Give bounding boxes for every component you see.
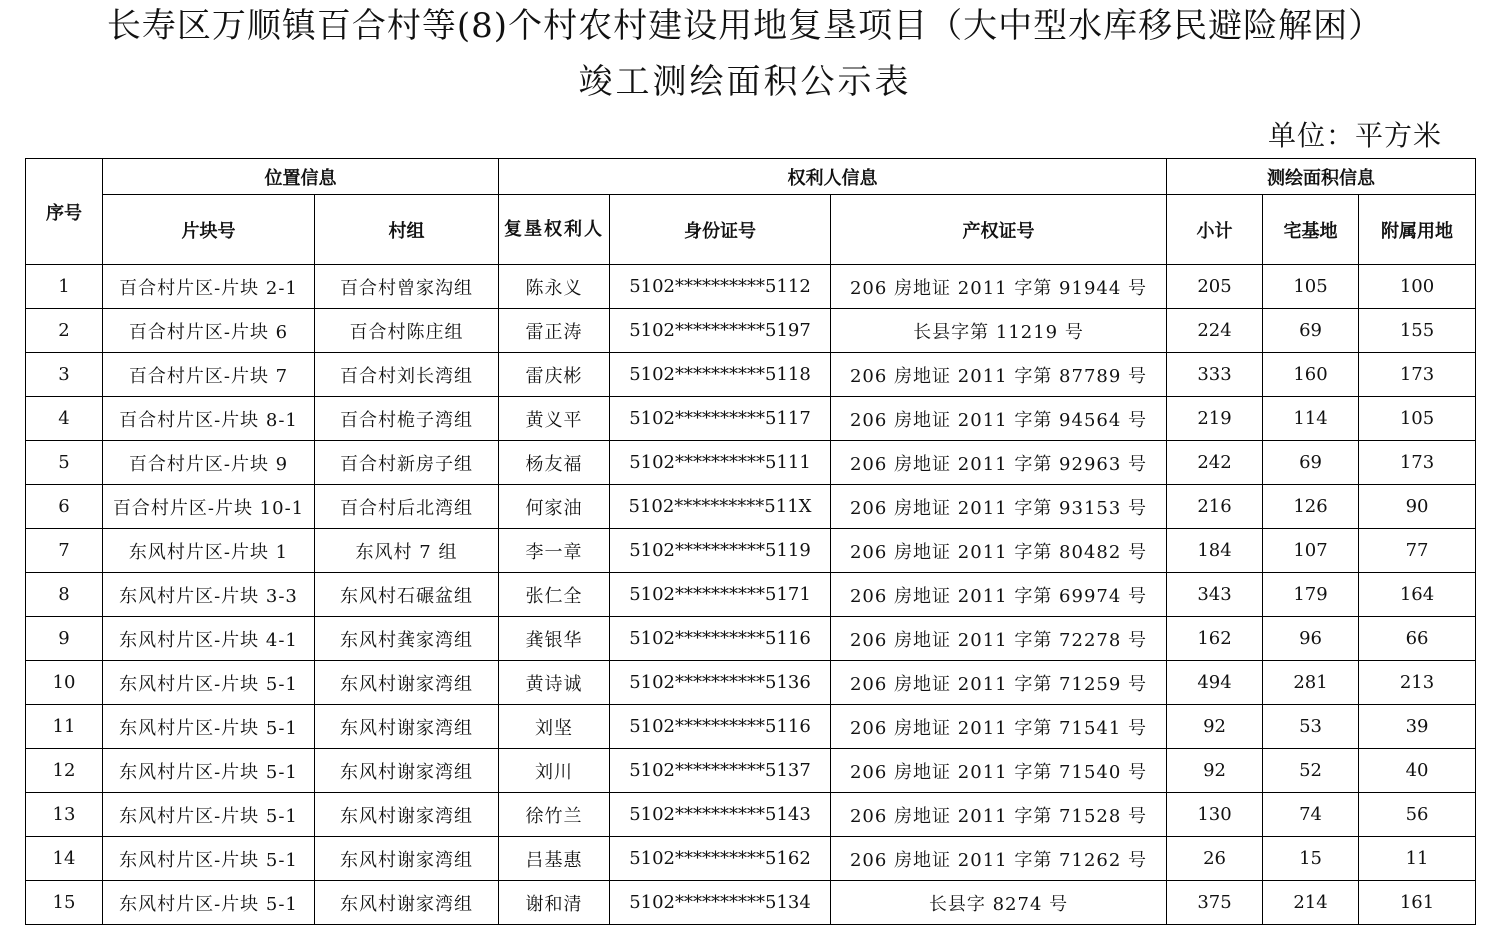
cell-holder: 龚银华: [499, 617, 610, 661]
cell-village-group: 东风村谢家湾组: [315, 661, 499, 705]
cell-homestead: 179: [1263, 573, 1359, 617]
cell-holder: 雷庆彬: [499, 353, 610, 397]
cell-parcel: 百合村片区-片块 7: [103, 353, 315, 397]
cell-subtotal: 184: [1167, 529, 1263, 573]
cell-homestead: 107: [1263, 529, 1359, 573]
cell-id-number: 5102**********5162: [610, 837, 831, 881]
cell-parcel: 东风村片区-片块 5-1: [103, 837, 315, 881]
cell-subtotal: 242: [1167, 441, 1263, 485]
header-subtotal: 小计: [1167, 195, 1263, 265]
cell-parcel: 百合村片区-片块 8-1: [103, 397, 315, 441]
table-row: [26, 353, 1476, 397]
cell-id-number: 5102**********5117: [610, 397, 831, 441]
cell-auxiliary: 66: [1359, 617, 1476, 661]
header-parcel: 片块号: [103, 195, 315, 265]
table-row: [26, 837, 1476, 881]
cell-title-cert: 206 房地证 2011 字第 80482 号: [831, 529, 1167, 573]
cell-holder: 谢和清: [499, 881, 610, 925]
cell-seq: 5: [26, 441, 103, 485]
cell-auxiliary: 173: [1359, 441, 1476, 485]
cell-homestead: 214: [1263, 881, 1359, 925]
cell-title-cert: 长县字 8274 号: [831, 881, 1167, 925]
cell-id-number: 5102**********5112: [610, 265, 831, 309]
cell-auxiliary: 90: [1359, 485, 1476, 529]
header-area-group: 测绘面积信息: [1167, 159, 1476, 195]
cell-id-number: 5102**********5116: [610, 617, 831, 661]
cell-parcel: 东风村片区-片块 5-1: [103, 881, 315, 925]
header-title-cert: 产权证号: [831, 195, 1167, 265]
cell-title-cert: 206 房地证 2011 字第 72278 号: [831, 617, 1167, 661]
cell-seq: 6: [26, 485, 103, 529]
table-row: [26, 441, 1476, 485]
header-village-group: 村组: [315, 195, 499, 265]
cell-id-number: 5102**********5137: [610, 749, 831, 793]
cell-auxiliary: 56: [1359, 793, 1476, 837]
cell-village-group: 东风村 7 组: [315, 529, 499, 573]
table-row: [26, 793, 1476, 837]
cell-subtotal: 219: [1167, 397, 1263, 441]
cell-homestead: 69: [1263, 441, 1359, 485]
cell-subtotal: 375: [1167, 881, 1263, 925]
cell-auxiliary: 39: [1359, 705, 1476, 749]
cell-village-group: 百合村新房子组: [315, 441, 499, 485]
cell-auxiliary: 173: [1359, 353, 1476, 397]
cell-subtotal: 205: [1167, 265, 1263, 309]
cell-title-cert: 206 房地证 2011 字第 71540 号: [831, 749, 1167, 793]
cell-parcel: 百合村片区-片块 10-1: [103, 485, 315, 529]
cell-homestead: 74: [1263, 793, 1359, 837]
cell-holder: 李一章: [499, 529, 610, 573]
cell-holder: 张仁全: [499, 573, 610, 617]
cell-auxiliary: 77: [1359, 529, 1476, 573]
cell-id-number: 5102**********511X: [610, 485, 831, 529]
cell-homestead: 53: [1263, 705, 1359, 749]
cell-auxiliary: 105: [1359, 397, 1476, 441]
cell-auxiliary: 161: [1359, 881, 1476, 925]
cell-holder: 何家油: [499, 485, 610, 529]
cell-title-cert: 206 房地证 2011 字第 94564 号: [831, 397, 1167, 441]
table-row: [26, 485, 1476, 529]
cell-village-group: 东风村谢家湾组: [315, 793, 499, 837]
cell-homestead: 69: [1263, 309, 1359, 353]
cell-subtotal: 216: [1167, 485, 1263, 529]
cell-parcel: 东风村片区-片块 5-1: [103, 793, 315, 837]
cell-village-group: 百合村后北湾组: [315, 485, 499, 529]
table-row: [26, 529, 1476, 573]
cell-village-group: 百合村陈庄组: [315, 309, 499, 353]
cell-id-number: 5102**********5136: [610, 661, 831, 705]
cell-village-group: 东风村谢家湾组: [315, 749, 499, 793]
cell-title-cert: 长县字第 11219 号: [831, 309, 1167, 353]
cell-village-group: 百合村曾家沟组: [315, 265, 499, 309]
cell-parcel: 百合村片区-片块 9: [103, 441, 315, 485]
cell-homestead: 114: [1263, 397, 1359, 441]
cell-subtotal: 26: [1167, 837, 1263, 881]
cell-parcel: 百合村片区-片块 6: [103, 309, 315, 353]
cell-subtotal: 92: [1167, 705, 1263, 749]
cell-homestead: 105: [1263, 265, 1359, 309]
cell-parcel: 东风村片区-片块 4-1: [103, 617, 315, 661]
unit-label: 单位：平方米: [1267, 119, 1442, 152]
cell-id-number: 5102**********5119: [610, 529, 831, 573]
cell-subtotal: 130: [1167, 793, 1263, 837]
cell-village-group: 东风村石碾盆组: [315, 573, 499, 617]
cell-title-cert: 206 房地证 2011 字第 93153 号: [831, 485, 1167, 529]
cell-id-number: 5102**********5111: [610, 441, 831, 485]
cell-auxiliary: 11: [1359, 837, 1476, 881]
cell-id-number: 5102**********5116: [610, 705, 831, 749]
cell-homestead: 52: [1263, 749, 1359, 793]
table-row: [26, 705, 1476, 749]
cell-title-cert: 206 房地证 2011 字第 71528 号: [831, 793, 1167, 837]
cell-title-cert: 206 房地证 2011 字第 92963 号: [831, 441, 1167, 485]
header-seq: 序号: [26, 159, 103, 265]
table-row: [26, 573, 1476, 617]
cell-auxiliary: 100: [1359, 265, 1476, 309]
cell-subtotal: 92: [1167, 749, 1263, 793]
table-row: [26, 661, 1476, 705]
cell-auxiliary: 155: [1359, 309, 1476, 353]
cell-holder: 陈永义: [499, 265, 610, 309]
cell-parcel: 东风村片区-片块 1: [103, 529, 315, 573]
cell-homestead: 160: [1263, 353, 1359, 397]
cell-village-group: 东风村谢家湾组: [315, 881, 499, 925]
cell-auxiliary: 40: [1359, 749, 1476, 793]
document-title-line-2: 竣工测绘面积公示表: [578, 62, 912, 102]
header-location-group: 位置信息: [103, 159, 499, 195]
cell-seq: 9: [26, 617, 103, 661]
cell-holder: 黄诗诚: [499, 661, 610, 705]
cell-holder: 杨友福: [499, 441, 610, 485]
cell-title-cert: 206 房地证 2011 字第 71259 号: [831, 661, 1167, 705]
cell-holder: 刘坚: [499, 705, 610, 749]
cell-title-cert: 206 房地证 2011 字第 71541 号: [831, 705, 1167, 749]
cell-subtotal: 224: [1167, 309, 1263, 353]
cell-id-number: 5102**********5197: [610, 309, 831, 353]
cell-id-number: 5102**********5171: [610, 573, 831, 617]
cell-seq: 15: [26, 881, 103, 925]
cell-parcel: 东风村片区-片块 3-3: [103, 573, 315, 617]
cell-homestead: 281: [1263, 661, 1359, 705]
cell-holder: 雷正涛: [499, 309, 610, 353]
cell-subtotal: 162: [1167, 617, 1263, 661]
cell-village-group: 百合村桅子湾组: [315, 397, 499, 441]
cell-seq: 13: [26, 793, 103, 837]
cell-seq: 10: [26, 661, 103, 705]
cell-village-group: 东风村谢家湾组: [315, 837, 499, 881]
table-row: [26, 265, 1476, 309]
header-id-number: 身份证号: [610, 195, 831, 265]
table-row: [26, 749, 1476, 793]
cell-seq: 3: [26, 353, 103, 397]
cell-title-cert: 206 房地证 2011 字第 69974 号: [831, 573, 1167, 617]
cell-holder: 徐竹兰: [499, 793, 610, 837]
cell-parcel: 东风村片区-片块 5-1: [103, 705, 315, 749]
cell-subtotal: 494: [1167, 661, 1263, 705]
cell-title-cert: 206 房地证 2011 字第 71262 号: [831, 837, 1167, 881]
cell-village-group: 百合村刘长湾组: [315, 353, 499, 397]
cell-id-number: 5102**********5143: [610, 793, 831, 837]
table-row: [26, 881, 1476, 925]
cell-holder: 吕基惠: [499, 837, 610, 881]
cell-title-cert: 206 房地证 2011 字第 87789 号: [831, 353, 1167, 397]
cell-parcel: 东风村片区-片块 5-1: [103, 661, 315, 705]
cell-id-number: 5102**********5134: [610, 881, 831, 925]
header-holder: 复垦权利人: [499, 195, 610, 265]
cell-auxiliary: 164: [1359, 573, 1476, 617]
cell-subtotal: 333: [1167, 353, 1263, 397]
cell-holder: 黄义平: [499, 397, 610, 441]
table-body: [26, 265, 1476, 925]
cell-seq: 2: [26, 309, 103, 353]
header-homestead: 宅基地: [1263, 195, 1359, 265]
cell-seq: 1: [26, 265, 103, 309]
cell-seq: 11: [26, 705, 103, 749]
cell-seq: 14: [26, 837, 103, 881]
header-rights-group: 权利人信息: [499, 159, 1167, 195]
cell-village-group: 东风村龚家湾组: [315, 617, 499, 661]
cell-seq: 7: [26, 529, 103, 573]
cell-parcel: 百合村片区-片块 2-1: [103, 265, 315, 309]
cell-seq: 12: [26, 749, 103, 793]
cell-id-number: 5102**********5118: [610, 353, 831, 397]
table-row: [26, 617, 1476, 661]
cell-homestead: 96: [1263, 617, 1359, 661]
cell-holder: 刘川: [499, 749, 610, 793]
cell-village-group: 东风村谢家湾组: [315, 705, 499, 749]
cell-parcel: 东风村片区-片块 5-1: [103, 749, 315, 793]
cell-homestead: 15: [1263, 837, 1359, 881]
cell-homestead: 126: [1263, 485, 1359, 529]
table-row: [26, 309, 1476, 353]
table-row: [26, 397, 1476, 441]
cell-title-cert: 206 房地证 2011 字第 91944 号: [831, 265, 1167, 309]
header-auxiliary: 附属用地: [1359, 195, 1476, 265]
document-title-line-1: 长寿区万顺镇百合村等(8)个村农村建设用地复垦项目（大中型水库移民避险解困）: [106, 6, 1384, 46]
cell-auxiliary: 213: [1359, 661, 1476, 705]
area-disclosure-table: [25, 158, 1476, 925]
cell-seq: 4: [26, 397, 103, 441]
cell-subtotal: 343: [1167, 573, 1263, 617]
cell-seq: 8: [26, 573, 103, 617]
